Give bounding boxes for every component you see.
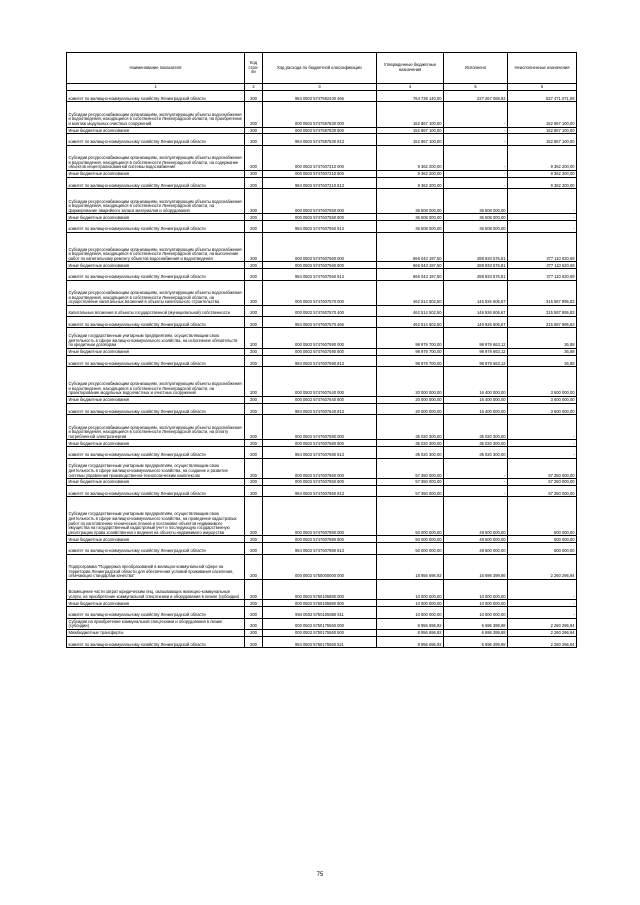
- row-indicator-name: Субсидии ресурсоснабжающим организациям, эксплуатирующим объекты водоснабжения и водоотведения, находящиеся в собственности Ленинградской области, на проектирование модульных водоочистных и очистных сооружений: [67, 367, 245, 397]
- row-executed-amount: 227 267 068,92: [444, 91, 508, 102]
- row-approved-amount: 152 867 100,00: [377, 127, 444, 134]
- row-unexecuted-amount: -: [508, 600, 577, 607]
- table-row: [67, 91, 577, 102]
- row-unexecuted-amount: -: [508, 579, 577, 600]
- row-unexecuted-amount: -: [508, 607, 577, 618]
- row-budget-class-code: 984 0502 5747607570 466: [263, 317, 377, 328]
- column-number: 1: [67, 84, 245, 91]
- row-code: 200: [245, 367, 263, 397]
- header-executed: Исполнено: [444, 53, 508, 84]
- table-row: [67, 189, 577, 214]
- row-unexecuted-amount: 315 587 895,83: [508, 317, 577, 328]
- row-budget-class-code: 000 0502 5750105880 000: [263, 579, 377, 600]
- row-unexecuted-amount: -: [508, 447, 577, 458]
- table-row: [67, 280, 577, 305]
- row-code: 200: [245, 214, 263, 221]
- row-budget-class-code: 000 0502 5747607570 000: [263, 280, 377, 305]
- row-executed-amount: 49 500 000,00: [444, 536, 508, 543]
- row-code: 200: [245, 317, 263, 328]
- row-executed-amount: 6 696 399,88: [444, 636, 508, 647]
- row-unexecuted-amount: 57 350 000,00: [508, 479, 577, 486]
- row-executed-amount: 36 508 000,00: [444, 221, 508, 232]
- budget-execution-table: [66, 52, 577, 648]
- table-row: [67, 355, 577, 366]
- row-indicator-name: Иные бюджетные ассигнования: [67, 397, 245, 404]
- row-code: 200: [245, 221, 263, 232]
- row-approved-amount: 35 020 300,00: [377, 440, 444, 447]
- row-budget-class-code: 000 0502 5750175560 000: [263, 618, 377, 629]
- row-budget-class-code: 984 0502 5747607560 813: [263, 269, 377, 280]
- table-row: [67, 629, 577, 636]
- row-approved-amount: 20 000 000,00: [377, 397, 444, 404]
- row-unexecuted-amount: 377 110 620,69: [508, 262, 577, 269]
- row-approved-amount: 99 979 700,00: [377, 355, 444, 366]
- row-unexecuted-amount: 9 362 200,00: [508, 177, 577, 188]
- table-row: [67, 458, 577, 479]
- row-budget-class-code: 000 0502 5747607860 000: [263, 458, 377, 479]
- row-unexecuted-amount: 57 350 000,00: [508, 458, 577, 479]
- row-executed-amount: 288 933 576,81: [444, 262, 508, 269]
- table-row: [67, 214, 577, 221]
- row-unexecuted-amount: 377 110 620,69: [508, 232, 577, 262]
- row-executed-amount: -: [444, 170, 508, 177]
- row-unexecuted-amount: 9 362 200,00: [508, 145, 577, 170]
- row-budget-class-code: 000 0502 5747607680 800: [263, 440, 377, 447]
- table-row: [67, 269, 577, 280]
- row-indicator-name: Иные бюджетные ассигнования: [67, 349, 245, 356]
- row-budget-class-code: 000 0502 5747607590 000: [263, 328, 377, 349]
- row-code: 200: [245, 497, 263, 536]
- table-row: [67, 554, 577, 579]
- row-executed-amount: 16 400 000,00: [444, 397, 508, 404]
- table-row: [67, 479, 577, 486]
- row-budget-class-code: 984 0502 5750175560 521: [263, 636, 377, 647]
- row-code: 200: [245, 486, 263, 497]
- row-indicator-name: Иные бюджетные ассигнования: [67, 170, 245, 177]
- row-approved-amount: 35 020 300,00: [377, 415, 444, 440]
- table-body: [67, 91, 577, 648]
- table-row: [67, 349, 577, 356]
- row-code: 200: [245, 127, 263, 134]
- row-budget-class-code: 000 0502 5747607550 000: [263, 189, 377, 214]
- row-code: 200: [245, 636, 263, 647]
- row-approved-amount: 764 738 140,00: [377, 91, 444, 102]
- row-unexecuted-amount: 3 600 000,00: [508, 367, 577, 397]
- row-code: 200: [245, 458, 263, 479]
- row-approved-amount: 20 000 000,00: [377, 367, 444, 397]
- row-unexecuted-amount: 315 587 895,83: [508, 280, 577, 305]
- row-indicator-name: комитет по жилищно-коммунальному хозяйству Ленинградской области: [67, 91, 245, 102]
- row-code: 200: [245, 91, 263, 102]
- row-code: 200: [245, 269, 263, 280]
- row-code: 200: [245, 607, 263, 618]
- row-budget-class-code: 000 0502 5747607640 800: [263, 397, 377, 404]
- row-indicator-name: Субсидии государственным унитарным предприятиям, осуществляющим свою деятельность в сфере жилищно-коммунального хозяйства, на создание и развитие системы управления производственно-технологическим комплексом: [67, 458, 245, 479]
- row-unexecuted-amount: 36,88: [508, 355, 577, 366]
- row-unexecuted-amount: 2 260 296,94: [508, 618, 577, 629]
- table-row: [67, 607, 577, 618]
- row-approved-amount: 152 867 100,00: [377, 134, 444, 145]
- row-indicator-name: Субсидии государственным унитарным предприятиям, осуществляющим свою деятельность в сфере жилищно-коммунального хозяйства, на исполнение обязательств по кредитным договорам: [67, 328, 245, 349]
- row-approved-amount: 57 350 000,00: [377, 479, 444, 486]
- row-indicator-name: Субсидии ресурсоснабжающим организациям, эксплуатирующим объекты водоснабжения и водоотведения, находящиеся в собственности Ленинградской области, на формирование аварийного запаса материалов и оборудования: [67, 189, 245, 214]
- column-number-row: [67, 84, 577, 91]
- row-indicator-name: Субсидии ресурсоснабжающим организациям, эксплуатирующим объекты водоснабжения и водоотведения, находящиеся в собственности Ленинградской области, на приобретение и монтаж модульных очистных сооружений: [67, 102, 245, 127]
- row-indicator-name: комитет по жилищно-коммунальному хозяйству Ленинградской области: [67, 403, 245, 414]
- row-executed-amount: -: [444, 102, 508, 127]
- row-approved-amount: 99 979 700,00: [377, 349, 444, 356]
- header-budget-class-code: Код расхода по бюджетной классификации: [263, 53, 377, 84]
- row-approved-amount: 462 514 502,50: [377, 280, 444, 305]
- table-row: [67, 317, 577, 328]
- row-code: 200: [245, 479, 263, 486]
- page-number: 75: [316, 872, 324, 878]
- row-budget-class-code: 984 0502 5747607860 813: [263, 486, 377, 497]
- row-budget-class-code: 000 0502 5747607550 800: [263, 214, 377, 221]
- row-code: 200: [245, 145, 263, 170]
- row-unexecuted-amount: -: [508, 440, 577, 447]
- row-budget-class-code: 000 0502 5747607880 800: [263, 536, 377, 543]
- row-approved-amount: 36 508 000,00: [377, 189, 444, 214]
- row-budget-class-code: 984 0502 5747597830 813: [263, 134, 377, 145]
- row-code: 200: [245, 102, 263, 127]
- row-indicator-name: Иные бюджетные ассигнования: [67, 600, 245, 607]
- row-indicator-name: Иные бюджетные ассигнования: [67, 479, 245, 486]
- table-row: [67, 636, 577, 647]
- row-unexecuted-amount: -: [508, 415, 577, 440]
- table-row: [67, 367, 577, 397]
- row-code: 200: [245, 305, 263, 316]
- row-approved-amount: 8 956 696,92: [377, 629, 444, 636]
- table-row: [67, 328, 577, 349]
- header-approved: Утвержденные бюджетные назначения: [377, 53, 444, 84]
- table-row: [67, 440, 577, 447]
- table-row: [67, 618, 577, 629]
- table-row: [67, 497, 577, 536]
- row-executed-amount: 36 508 000,00: [444, 189, 508, 214]
- table-row: [67, 403, 577, 414]
- row-code: 200: [245, 280, 263, 305]
- row-indicator-name: Иные бюджетные ассигнования: [67, 262, 245, 269]
- row-unexecuted-amount: 2 260 296,94: [508, 636, 577, 647]
- row-indicator-name: Иные бюджетные ассигнования: [67, 127, 245, 134]
- row-executed-amount: 16 696 399,86: [444, 554, 508, 579]
- row-indicator-name: комитет по жилищно-коммунальному хозяйству Ленинградской области: [67, 177, 245, 188]
- row-indicator-name: комитет по жилищно-коммунальному хозяйству Ленинградской области: [67, 543, 245, 554]
- row-approved-amount: 8 956 696,92: [377, 636, 444, 647]
- row-indicator-name: Субсидии ресурсоснабжающим организациям, эксплуатирующим объекты водоснабжения и водоотведения, находящиеся в собственности Ленинградской области, на осуществление капитальных вложений в объекты капитального строительства: [67, 280, 245, 305]
- row-approved-amount: 50 000 000,00: [377, 497, 444, 536]
- row-executed-amount: -: [444, 177, 508, 188]
- row-executed-amount: 146 926 606,67: [444, 280, 508, 305]
- table-row: [67, 397, 577, 404]
- row-budget-class-code: 000 0502 5750105880 800: [263, 600, 377, 607]
- row-executed-amount: 35 020 300,00: [444, 415, 508, 440]
- row-unexecuted-amount: -: [508, 221, 577, 232]
- row-unexecuted-amount: 500 000,00: [508, 543, 577, 554]
- table-row: [67, 102, 577, 127]
- row-budget-class-code: 984 0502 5750105880 811: [263, 607, 377, 618]
- row-approved-amount: 10 000 000,00: [377, 600, 444, 607]
- row-code: 200: [245, 177, 263, 188]
- row-executed-amount: 35 020 300,00: [444, 447, 508, 458]
- row-unexecuted-amount: 36,88: [508, 349, 577, 356]
- table-row: [67, 145, 577, 170]
- table-header-row: [67, 53, 577, 84]
- row-budget-class-code: 984 0502 5747607880 813: [263, 543, 377, 554]
- row-indicator-name: комитет по жилищно-коммунальному хозяйству Ленинградской области: [67, 636, 245, 647]
- row-approved-amount: 9 362 200,00: [377, 170, 444, 177]
- row-executed-amount: 49 500 000,00: [444, 497, 508, 536]
- row-code: 200: [245, 447, 263, 458]
- row-indicator-name: Иные бюджетные ассигнования: [67, 214, 245, 221]
- row-unexecuted-amount: 57 350 000,00: [508, 486, 577, 497]
- row-indicator-name: Подпрограмма "Поддержка преобразований в жилищно-коммунальной сфере на территории Ленинградской области для обеспечения условий проживания населения, отвечающих стандартам качества": [67, 554, 245, 579]
- row-unexecuted-amount: -: [508, 214, 577, 221]
- row-code: 200: [245, 536, 263, 543]
- row-unexecuted-amount: 500 000,00: [508, 497, 577, 536]
- row-approved-amount: 10 000 000,00: [377, 579, 444, 600]
- row-code: 200: [245, 262, 263, 269]
- row-approved-amount: 50 000 000,00: [377, 543, 444, 554]
- table-row: [67, 305, 577, 316]
- row-unexecuted-amount: 2 260 296,94: [508, 629, 577, 636]
- table-row: [67, 221, 577, 232]
- row-executed-amount: 146 926 606,67: [444, 317, 508, 328]
- header-row-code: Код стро-ки: [245, 53, 263, 84]
- table-row: [67, 600, 577, 607]
- table-row: [67, 177, 577, 188]
- row-code: 200: [245, 134, 263, 145]
- row-unexecuted-amount: 3 600 000,00: [508, 397, 577, 404]
- row-code: 200: [245, 440, 263, 447]
- row-indicator-name: Субсидии государственным унитарным предприятиям, осуществляющим свою деятельность в сфере жилищно-коммунального хозяйства, на проведение кадастровых работ по изготовлению технических планов и постановке объектов недвижимого имущества на государственный кадастровый учет и последующую государственную регистрацию права хозяйственного ведения на объекты недвижимого имущества: [67, 497, 245, 536]
- row-code: 200: [245, 579, 263, 600]
- row-executed-amount: 146 926 606,67: [444, 305, 508, 316]
- table-row: [67, 543, 577, 554]
- row-approved-amount: 36 508 000,00: [377, 221, 444, 232]
- table-row: [67, 447, 577, 458]
- row-budget-class-code: 984 0502 5747607210 813: [263, 177, 377, 188]
- row-approved-amount: 10 000 000,00: [377, 607, 444, 618]
- row-budget-class-code: 000 0502 5747607570 400: [263, 305, 377, 316]
- row-executed-amount: -: [444, 458, 508, 479]
- row-unexecuted-amount: 152 867 100,00: [508, 134, 577, 145]
- row-approved-amount: 666 043 197,50: [377, 232, 444, 262]
- row-executed-amount: 10 000 000,00: [444, 607, 508, 618]
- table-row: [67, 127, 577, 134]
- row-budget-class-code: 000 0502 5747607880 000: [263, 497, 377, 536]
- row-code: 200: [245, 629, 263, 636]
- row-budget-class-code: 000 0502 5747607590 800: [263, 349, 377, 356]
- row-indicator-name: Межбюджетные трансферты: [67, 629, 245, 636]
- row-approved-amount: 50 000 000,00: [377, 536, 444, 543]
- row-indicator-name: Капитальные вложения в объекты государственной (муниципальной) собственности: [67, 305, 245, 316]
- row-budget-class-code: 984 0502 5747607680 813: [263, 447, 377, 458]
- row-budget-class-code: 000 0502 5750000000 000: [263, 554, 377, 579]
- table-row: [67, 415, 577, 440]
- row-executed-amount: 99 979 663,12: [444, 355, 508, 366]
- row-approved-amount: 462 514 502,50: [377, 317, 444, 328]
- row-budget-class-code: 984 0502 5747607550 813: [263, 221, 377, 232]
- row-executed-amount: 49 500 000,00: [444, 543, 508, 554]
- row-approved-amount: 152 867 100,00: [377, 102, 444, 127]
- row-approved-amount: 57 350 000,00: [377, 486, 444, 497]
- row-executed-amount: 99 979 663,12: [444, 349, 508, 356]
- row-approved-amount: 666 043 197,50: [377, 262, 444, 269]
- row-executed-amount: -: [444, 127, 508, 134]
- row-indicator-name: Субсидии ресурсоснабжающим организациям, эксплуатирующим объекты водоснабжения и водоотведения, находящиеся в собственности Ленинградской области, на выполнение работ по капитальному ремонту объектов водоснабжения и водоотведения: [67, 232, 245, 262]
- row-code: 200: [245, 600, 263, 607]
- table-row: [67, 262, 577, 269]
- row-approved-amount: 99 979 700,00: [377, 328, 444, 349]
- row-unexecuted-amount: 377 110 620,69: [508, 269, 577, 280]
- row-budget-class-code: 984 0502 5747592430 466: [263, 91, 377, 102]
- row-unexecuted-amount: -: [508, 189, 577, 214]
- column-number: 6: [508, 84, 577, 91]
- column-number: 4: [377, 84, 444, 91]
- row-budget-class-code: 000 0502 5747597830 000: [263, 102, 377, 127]
- row-executed-amount: 16 400 000,00: [444, 403, 508, 414]
- row-indicator-name: комитет по жилищно-коммунальному хозяйству Ленинградской области: [67, 269, 245, 280]
- row-budget-class-code: 000 0502 5747607210 000: [263, 145, 377, 170]
- row-unexecuted-amount: 9 362 200,00: [508, 170, 577, 177]
- row-budget-class-code: 000 0502 5747607680 000: [263, 415, 377, 440]
- row-approved-amount: 462 514 502,50: [377, 305, 444, 316]
- row-code: 200: [245, 232, 263, 262]
- row-approved-amount: 18 956 696,92: [377, 554, 444, 579]
- row-code: 200: [245, 349, 263, 356]
- row-budget-class-code: 000 0502 5747607560 800: [263, 262, 377, 269]
- row-executed-amount: 16 400 000,00: [444, 367, 508, 397]
- row-budget-class-code: 000 0502 5747607210 800: [263, 170, 377, 177]
- row-code: 200: [245, 618, 263, 629]
- header-indicator-name: Наименование показателя: [67, 53, 245, 84]
- column-number: 3: [263, 84, 377, 91]
- row-unexecuted-amount: 152 867 100,00: [508, 102, 577, 127]
- row-unexecuted-amount: 315 587 895,83: [508, 305, 577, 316]
- report-sheet: [66, 52, 576, 648]
- row-executed-amount: -: [444, 479, 508, 486]
- row-indicator-name: комитет по жилищно-коммунальному хозяйству Ленинградской области: [67, 486, 245, 497]
- row-budget-class-code: 000 0502 5747607560 000: [263, 232, 377, 262]
- row-executed-amount: 288 933 576,81: [444, 232, 508, 262]
- row-indicator-name: комитет по жилищно-коммунальному хозяйству Ленинградской области: [67, 221, 245, 232]
- row-indicator-name: Субсидии ресурсоснабжающим организациям, эксплуатирующим объекты водоснабжения и водоотведения, находящиеся в собственности Ленинградской области, на оплату потребленной электроэнергии: [67, 415, 245, 440]
- row-executed-amount: -: [444, 134, 508, 145]
- row-indicator-name: комитет по жилищно-коммунальному хозяйству Ленинградской области: [67, 134, 245, 145]
- row-budget-class-code: 000 0502 5747607640 000: [263, 367, 377, 397]
- table-row: [67, 486, 577, 497]
- table-row: [67, 170, 577, 177]
- row-approved-amount: 35 020 300,00: [377, 447, 444, 458]
- row-executed-amount: 36 508 000,00: [444, 214, 508, 221]
- row-budget-class-code: 000 0502 5747607860 800: [263, 479, 377, 486]
- row-executed-amount: -: [444, 145, 508, 170]
- row-indicator-name: комитет по жилищно-коммунальному хозяйству Ленинградской области: [67, 355, 245, 366]
- row-indicator-name: Субсидии ресурсоснабжающим организациям, эксплуатирующим объекты водоснабжения и водоотведения, находящиеся в собственности Ленинградской области, на содержание объектов нецентрализованной системы водоснабжения: [67, 145, 245, 170]
- row-indicator-name: комитет по жилищно-коммунальному хозяйству Ленинградской области: [67, 607, 245, 618]
- row-indicator-name: комитет по жилищно-коммунальному хозяйству Ленинградской области: [67, 317, 245, 328]
- row-budget-class-code: 000 0502 5750175560 500: [263, 629, 377, 636]
- row-executed-amount: -: [444, 486, 508, 497]
- table-row: [67, 536, 577, 543]
- row-approved-amount: 8 956 696,92: [377, 618, 444, 629]
- row-code: 200: [245, 189, 263, 214]
- row-unexecuted-amount: 3 600 000,00: [508, 403, 577, 414]
- row-approved-amount: 36 508 000,00: [377, 214, 444, 221]
- row-code: 200: [245, 328, 263, 349]
- row-code: 200: [245, 397, 263, 404]
- table-row: [67, 232, 577, 262]
- row-code: 200: [245, 170, 263, 177]
- row-budget-class-code: 984 0502 5747607640 813: [263, 403, 377, 414]
- row-code: 200: [245, 355, 263, 366]
- row-unexecuted-amount: 537 471 071,08: [508, 91, 577, 102]
- row-budget-class-code: 984 0502 5747607590 813: [263, 355, 377, 366]
- row-executed-amount: 6 696 399,88: [444, 629, 508, 636]
- row-executed-amount: 288 933 576,81: [444, 269, 508, 280]
- row-approved-amount: 666 043 197,50: [377, 269, 444, 280]
- row-executed-amount: 10 000 000,00: [444, 600, 508, 607]
- row-unexecuted-amount: 500 000,00: [508, 536, 577, 543]
- row-executed-amount: 10 000 000,00: [444, 579, 508, 600]
- row-code: 200: [245, 554, 263, 579]
- column-number: 5: [444, 84, 508, 91]
- row-indicator-name: комитет по жилищно-коммунальному хозяйству Ленинградской области: [67, 447, 245, 458]
- row-executed-amount: 99 979 663,12: [444, 328, 508, 349]
- row-indicator-name: Иные бюджетные ассигнования: [67, 536, 245, 543]
- row-indicator-name: Субсидии на приобретение коммунальной спецтехники и оборудования в лизинг (субсидии): [67, 618, 245, 629]
- row-executed-amount: 6 696 399,88: [444, 618, 508, 629]
- row-approved-amount: 9 362 200,00: [377, 177, 444, 188]
- table-row: [67, 134, 577, 145]
- row-indicator-name: Иные бюджетные ассигнования: [67, 440, 245, 447]
- row-code: 200: [245, 543, 263, 554]
- row-approved-amount: 57 350 000,00: [377, 458, 444, 479]
- row-approved-amount: 9 362 200,00: [377, 145, 444, 170]
- row-code: 200: [245, 415, 263, 440]
- row-budget-class-code: 000 0502 5747597830 800: [263, 127, 377, 134]
- row-unexecuted-amount: 152 867 100,00: [508, 127, 577, 134]
- row-approved-amount: 20 000 000,00: [377, 403, 444, 414]
- row-code: 200: [245, 403, 263, 414]
- row-executed-amount: 35 020 300,00: [444, 440, 508, 447]
- row-unexecuted-amount: 36,88: [508, 328, 577, 349]
- row-indicator-name: Возмещение части затрат юридическим лиц, оказывающих жилищно-коммунальные услуги, на приобретение коммунальной спецтехники и оборудования в лизинг (субсидии): [67, 579, 245, 600]
- table-row: [67, 579, 577, 600]
- header-unexecuted: Неисполненные назначения: [508, 53, 577, 84]
- column-number: 2: [245, 84, 263, 91]
- row-unexecuted-amount: 2 260 296,94: [508, 554, 577, 579]
